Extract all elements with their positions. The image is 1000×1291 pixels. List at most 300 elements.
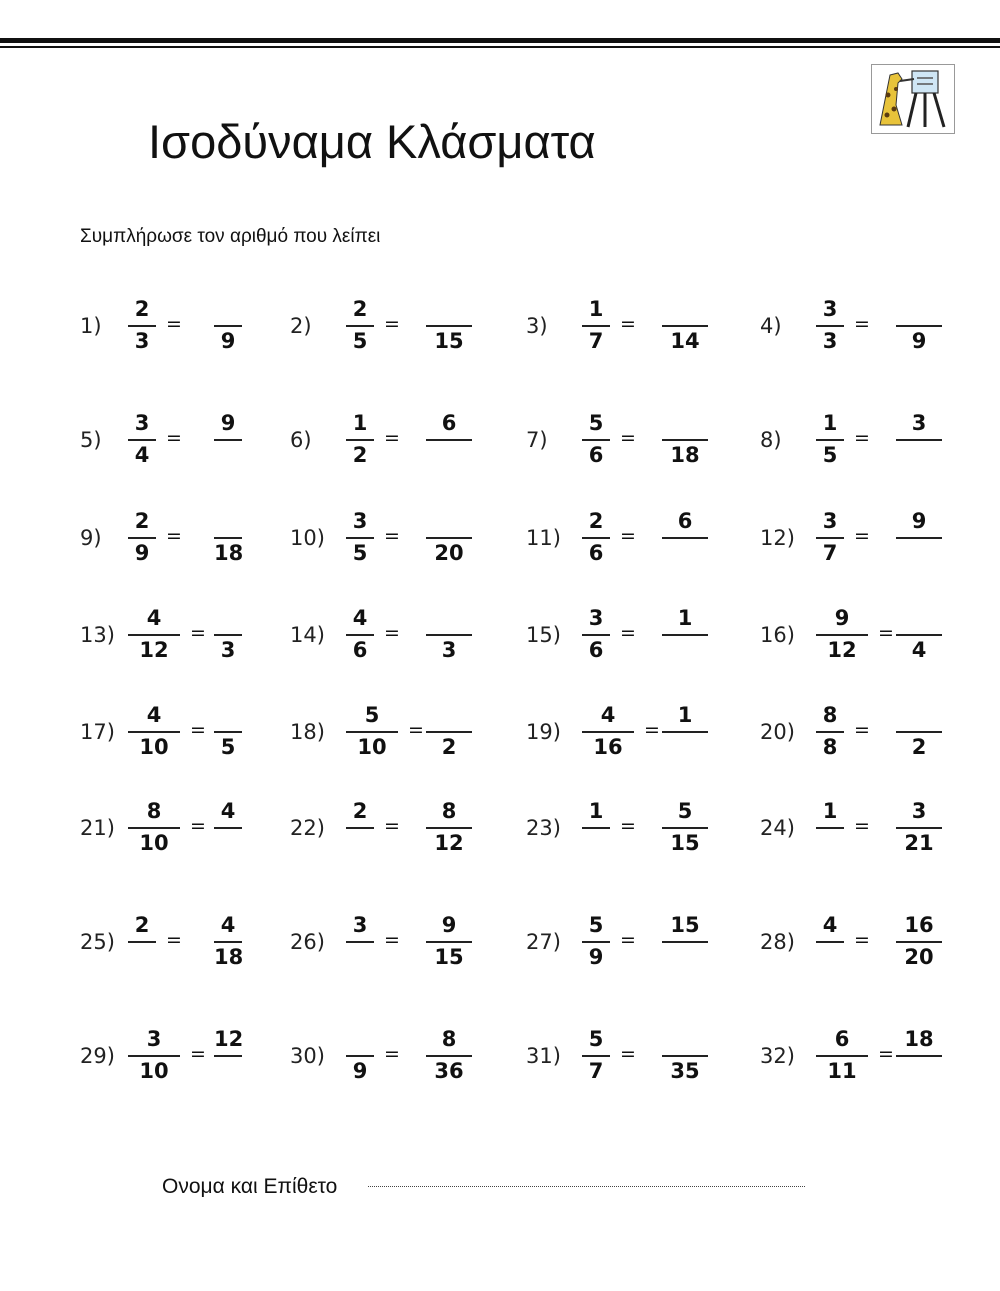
left-denominator: 7	[588, 1059, 604, 1083]
fraction-bar	[426, 325, 472, 327]
left-fraction	[346, 800, 374, 860]
right-numerator: 18	[904, 1027, 934, 1051]
problem-number: 10)	[290, 526, 325, 550]
left-fraction	[816, 800, 844, 860]
problem-17	[80, 704, 310, 784]
right-numerator: 9	[220, 411, 236, 435]
right-numerator: 9	[911, 509, 927, 533]
left-fraction	[582, 412, 610, 472]
right-numerator: 4	[220, 913, 236, 937]
left-fraction	[816, 298, 844, 358]
problem-number: 32)	[760, 1044, 795, 1068]
left-fraction	[346, 704, 398, 764]
problem-6	[290, 412, 520, 492]
left-denominator: 3	[822, 329, 838, 353]
equals-sign: =	[620, 313, 636, 335]
fraction-bar	[128, 325, 156, 327]
problem-number: 25)	[80, 930, 115, 954]
fraction-bar	[662, 439, 708, 441]
left-denominator: 6	[588, 638, 604, 662]
problem-number: 11)	[526, 526, 561, 550]
equals-sign: =	[384, 622, 400, 644]
instructions: Συμπλήρωσε τον αριθμό που λείπει	[80, 226, 381, 247]
right-fraction	[214, 298, 242, 358]
right-denominator: 18	[670, 443, 700, 467]
left-numerator: 2	[134, 509, 150, 533]
problem-number: 16)	[760, 623, 795, 647]
left-fraction	[346, 298, 374, 358]
right-denominator: 21	[904, 831, 934, 855]
equals-sign: =	[854, 313, 870, 335]
equals-sign: =	[644, 719, 660, 741]
problem-number: 30)	[290, 1044, 325, 1068]
problem-number: 23)	[526, 816, 561, 840]
fraction-bar	[662, 827, 708, 829]
problem-number: 5)	[80, 428, 102, 452]
right-fraction	[214, 800, 242, 860]
fraction-bar	[662, 634, 708, 636]
right-fraction	[214, 607, 242, 667]
left-fraction	[582, 800, 610, 860]
right-denominator: 9	[911, 329, 927, 353]
fraction-bar	[662, 537, 708, 539]
left-numerator: 3	[352, 509, 368, 533]
left-numerator: 4	[600, 703, 616, 727]
equals-sign: =	[190, 622, 206, 644]
fraction-bar	[896, 1055, 942, 1057]
problem-21	[80, 800, 310, 880]
problem-number: 3)	[526, 314, 548, 338]
fraction-bar	[346, 325, 374, 327]
problem-22	[290, 800, 520, 880]
right-denominator: 18	[214, 945, 244, 969]
fraction-bar	[662, 1055, 708, 1057]
fraction-bar	[816, 941, 844, 943]
right-fraction	[214, 704, 242, 764]
left-fraction	[816, 914, 844, 974]
fraction-bar	[896, 731, 942, 733]
giraffe-teacher-logo	[871, 64, 955, 134]
left-numerator: 9	[834, 606, 850, 630]
problem-2	[290, 298, 520, 378]
right-fraction	[896, 1028, 942, 1088]
left-denominator: 7	[822, 541, 838, 565]
equals-sign: =	[166, 929, 182, 951]
left-numerator: 5	[364, 703, 380, 727]
left-denominator: 9	[588, 945, 604, 969]
problem-12	[760, 510, 990, 590]
left-fraction	[346, 510, 374, 570]
left-numerator: 2	[352, 799, 368, 823]
problem-26	[290, 914, 520, 994]
right-fraction	[896, 704, 942, 764]
left-numerator: 1	[588, 297, 604, 321]
right-numerator: 15	[670, 913, 700, 937]
right-fraction	[662, 800, 708, 860]
top-rule-thin	[0, 46, 1000, 48]
left-fraction	[128, 510, 156, 570]
right-denominator: 9	[220, 329, 236, 353]
equals-sign: =	[878, 622, 894, 644]
left-denominator: 8	[822, 735, 838, 759]
problem-number: 19)	[526, 720, 561, 744]
fraction-bar	[816, 1055, 868, 1057]
equals-sign: =	[384, 815, 400, 837]
fraction-bar	[426, 439, 472, 441]
problem-28	[760, 914, 990, 994]
left-numerator: 3	[146, 1027, 162, 1051]
right-denominator: 15	[434, 329, 464, 353]
left-numerator: 5	[588, 1027, 604, 1051]
fraction-bar	[896, 439, 942, 441]
left-fraction	[582, 1028, 610, 1088]
fraction-bar	[816, 439, 844, 441]
left-numerator: 8	[822, 703, 838, 727]
right-fraction	[896, 800, 942, 860]
equals-sign: =	[854, 929, 870, 951]
right-numerator: 3	[911, 799, 927, 823]
right-fraction	[662, 298, 708, 358]
equals-sign: =	[620, 815, 636, 837]
fraction-bar	[346, 1055, 374, 1057]
right-denominator: 5	[220, 735, 236, 759]
problem-3	[526, 298, 756, 378]
problem-number: 29)	[80, 1044, 115, 1068]
fraction-bar	[896, 325, 942, 327]
fraction-bar	[128, 1055, 180, 1057]
left-denominator: 9	[134, 541, 150, 565]
problem-31	[526, 1028, 756, 1108]
left-denominator: 10	[139, 1059, 169, 1083]
fraction-bar	[346, 941, 374, 943]
right-fraction	[896, 298, 942, 358]
problem-18	[290, 704, 520, 784]
right-denominator: 35	[670, 1059, 700, 1083]
fraction-bar	[214, 325, 242, 327]
right-fraction	[426, 412, 472, 472]
left-fraction	[128, 1028, 180, 1088]
right-numerator: 3	[911, 411, 927, 435]
problem-number: 14)	[290, 623, 325, 647]
right-denominator: 2	[911, 735, 927, 759]
problem-7	[526, 412, 756, 492]
problem-19	[526, 704, 756, 784]
right-fraction	[214, 412, 242, 472]
fraction-bar	[896, 537, 942, 539]
left-numerator: 4	[352, 606, 368, 630]
left-numerator: 3	[588, 606, 604, 630]
left-fraction	[816, 412, 844, 472]
left-fraction	[816, 704, 844, 764]
left-denominator: 2	[352, 443, 368, 467]
left-numerator: 3	[822, 297, 838, 321]
problem-15	[526, 607, 756, 687]
fraction-bar	[128, 634, 180, 636]
equals-sign: =	[166, 525, 182, 547]
right-denominator: 18	[214, 541, 244, 565]
left-numerator: 3	[822, 509, 838, 533]
left-numerator: 5	[588, 411, 604, 435]
left-denominator: 5	[822, 443, 838, 467]
problem-number: 18)	[290, 720, 325, 744]
left-fraction	[346, 1028, 374, 1088]
left-denominator: 6	[352, 638, 368, 662]
right-fraction	[896, 914, 942, 974]
fraction-bar	[816, 827, 844, 829]
left-denominator: 16	[593, 735, 623, 759]
right-denominator: 15	[670, 831, 700, 855]
problem-32	[760, 1028, 990, 1108]
left-fraction	[582, 510, 610, 570]
fraction-bar	[214, 941, 242, 943]
right-fraction	[214, 1028, 242, 1088]
problem-1	[80, 298, 310, 378]
left-fraction	[582, 298, 610, 358]
fraction-bar	[346, 827, 374, 829]
left-denominator: 3	[134, 329, 150, 353]
problem-23	[526, 800, 756, 880]
left-numerator: 2	[134, 913, 150, 937]
fraction-bar	[896, 941, 942, 943]
right-fraction	[426, 704, 472, 764]
left-denominator: 12	[827, 638, 857, 662]
right-numerator: 16	[904, 913, 934, 937]
right-numerator: 1	[677, 606, 693, 630]
fraction-bar	[346, 634, 374, 636]
left-fraction	[128, 704, 180, 764]
right-denominator: 20	[904, 945, 934, 969]
fraction-bar	[346, 731, 398, 733]
problem-number: 28)	[760, 930, 795, 954]
right-fraction	[662, 510, 708, 570]
name-label: Ονομα και Επίθετο	[162, 1175, 338, 1198]
left-numerator: 3	[352, 913, 368, 937]
left-denominator: 9	[352, 1059, 368, 1083]
problem-number: 17)	[80, 720, 115, 744]
equals-sign: =	[166, 427, 182, 449]
left-fraction	[816, 607, 868, 667]
problem-number: 7)	[526, 428, 548, 452]
problem-number: 1)	[80, 314, 102, 338]
fraction-bar	[582, 827, 610, 829]
equals-sign: =	[384, 313, 400, 335]
problem-number: 13)	[80, 623, 115, 647]
right-numerator: 8	[441, 1027, 457, 1051]
left-denominator: 6	[588, 443, 604, 467]
fraction-bar	[816, 731, 844, 733]
fraction-bar	[816, 537, 844, 539]
problem-16	[760, 607, 990, 687]
problem-number: 31)	[526, 1044, 561, 1068]
equals-sign: =	[190, 815, 206, 837]
right-numerator: 12	[214, 1027, 244, 1051]
fraction-bar	[128, 941, 156, 943]
problem-number: 26)	[290, 930, 325, 954]
problem-number: 21)	[80, 816, 115, 840]
fraction-bar	[426, 537, 472, 539]
left-denominator: 5	[352, 329, 368, 353]
fraction-bar	[346, 537, 374, 539]
fraction-bar	[582, 439, 610, 441]
equals-sign: =	[878, 1043, 894, 1065]
left-fraction	[582, 914, 610, 974]
problem-number: 22)	[290, 816, 325, 840]
equals-sign: =	[408, 719, 424, 741]
equals-sign: =	[620, 1043, 636, 1065]
left-numerator: 8	[146, 799, 162, 823]
fraction-bar	[582, 731, 634, 733]
right-fraction	[426, 607, 472, 667]
equals-sign: =	[620, 622, 636, 644]
equals-sign: =	[166, 313, 182, 335]
right-numerator: 4	[220, 799, 236, 823]
right-fraction	[214, 510, 242, 570]
problem-20	[760, 704, 990, 784]
problem-5	[80, 412, 310, 492]
problem-number: 9)	[80, 526, 102, 550]
left-denominator: 4	[134, 443, 150, 467]
left-denominator: 10	[357, 735, 387, 759]
left-numerator: 1	[822, 799, 838, 823]
left-fraction	[128, 800, 180, 860]
fraction-bar	[426, 941, 472, 943]
equals-sign: =	[384, 1043, 400, 1065]
left-denominator: 12	[139, 638, 169, 662]
problem-25	[80, 914, 310, 994]
left-fraction	[582, 704, 634, 764]
fraction-bar	[816, 325, 844, 327]
problem-8	[760, 412, 990, 492]
right-denominator: 14	[670, 329, 700, 353]
left-denominator: 7	[588, 329, 604, 353]
fraction-bar	[128, 537, 156, 539]
right-numerator: 6	[441, 411, 457, 435]
fraction-bar	[214, 731, 242, 733]
problem-number: 8)	[760, 428, 782, 452]
left-fraction	[128, 607, 180, 667]
equals-sign: =	[620, 929, 636, 951]
right-fraction	[426, 510, 472, 570]
fraction-bar	[214, 634, 242, 636]
problem-4	[760, 298, 990, 378]
problem-10	[290, 510, 520, 590]
problem-number: 15)	[526, 623, 561, 647]
fraction-bar	[582, 1055, 610, 1057]
left-fraction	[128, 298, 156, 358]
equals-sign: =	[620, 525, 636, 547]
fraction-bar	[426, 634, 472, 636]
right-denominator: 12	[434, 831, 464, 855]
equals-sign: =	[384, 427, 400, 449]
right-fraction	[214, 914, 242, 974]
problem-29	[80, 1028, 310, 1108]
left-fraction	[582, 607, 610, 667]
left-fraction	[816, 1028, 868, 1088]
left-numerator: 1	[352, 411, 368, 435]
right-denominator: 3	[220, 638, 236, 662]
right-fraction	[662, 914, 708, 974]
left-numerator: 4	[822, 913, 838, 937]
right-denominator: 36	[434, 1059, 464, 1083]
fraction-bar	[662, 731, 708, 733]
fraction-bar	[582, 325, 610, 327]
left-denominator: 5	[352, 541, 368, 565]
right-fraction	[896, 412, 942, 472]
problem-11	[526, 510, 756, 590]
equals-sign: =	[190, 719, 206, 741]
right-fraction	[662, 412, 708, 472]
left-fraction	[128, 412, 156, 472]
equals-sign: =	[620, 427, 636, 449]
problem-number: 4)	[760, 314, 782, 338]
right-fraction	[896, 510, 942, 570]
top-rule	[0, 38, 1000, 43]
left-fraction	[346, 607, 374, 667]
equals-sign: =	[854, 525, 870, 547]
left-numerator: 2	[588, 509, 604, 533]
right-fraction	[896, 607, 942, 667]
fraction-bar	[582, 941, 610, 943]
fraction-bar	[896, 827, 942, 829]
left-numerator: 1	[822, 411, 838, 435]
problem-9	[80, 510, 310, 590]
right-fraction	[426, 298, 472, 358]
equals-sign: =	[384, 929, 400, 951]
problem-14	[290, 607, 520, 687]
fraction-bar	[426, 731, 472, 733]
equals-sign: =	[854, 719, 870, 741]
left-denominator: 10	[139, 735, 169, 759]
problem-number: 6)	[290, 428, 312, 452]
fraction-bar	[896, 634, 942, 636]
equals-sign: =	[854, 815, 870, 837]
left-denominator: 6	[588, 541, 604, 565]
left-fraction	[346, 412, 374, 472]
problem-27	[526, 914, 756, 994]
fraction-bar	[214, 1055, 242, 1057]
right-denominator: 2	[441, 735, 457, 759]
problem-30	[290, 1028, 520, 1108]
fraction-bar	[214, 439, 242, 441]
fraction-bar	[214, 827, 242, 829]
right-fraction	[662, 704, 708, 764]
left-fraction	[816, 510, 844, 570]
name-input-line[interactable]	[368, 1186, 805, 1187]
right-fraction	[662, 607, 708, 667]
equals-sign: =	[384, 525, 400, 547]
left-numerator: 2	[134, 297, 150, 321]
fraction-bar	[426, 1055, 472, 1057]
left-fraction	[346, 914, 374, 974]
left-numerator: 4	[146, 703, 162, 727]
right-fraction	[426, 800, 472, 860]
problem-number: 20)	[760, 720, 795, 744]
fraction-bar	[346, 439, 374, 441]
left-numerator: 1	[588, 799, 604, 823]
right-numerator: 6	[677, 509, 693, 533]
left-fraction	[128, 914, 156, 974]
page-title: Ισοδύναμα Κλάσματα	[148, 115, 596, 168]
fraction-bar	[816, 634, 868, 636]
fraction-bar	[214, 537, 242, 539]
right-numerator: 9	[441, 913, 457, 937]
right-denominator: 4	[911, 638, 927, 662]
fraction-bar	[128, 731, 180, 733]
problem-number: 24)	[760, 816, 795, 840]
left-numerator: 3	[134, 411, 150, 435]
problem-number: 2)	[290, 314, 312, 338]
right-numerator: 5	[677, 799, 693, 823]
